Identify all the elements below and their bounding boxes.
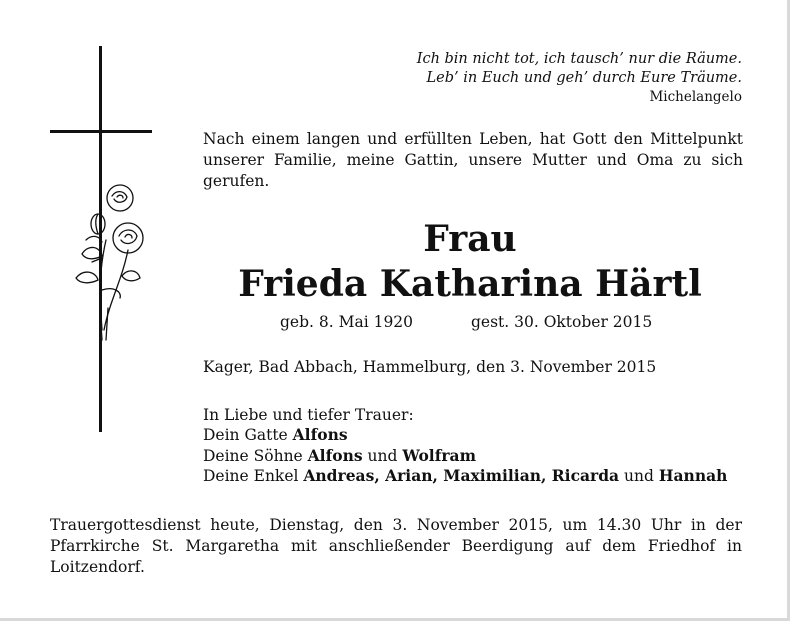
spouse-prefix: Dein Gatte [203, 426, 293, 445]
grandchildren-prefix: Deine Enkel [203, 466, 304, 485]
salutation: Frau [423, 218, 517, 260]
sons-and: und [362, 446, 403, 465]
mourner-spouse [203, 425, 727, 445]
quote-author: Michelangelo [649, 89, 742, 105]
grandchildren-names: Andreas, Arian, Maximilian, Ricarda [303, 465, 620, 485]
service-notice: Trauergottesdienst heute, Dienstag, den 3. November 2015, um 14.30 Uhr in der Pfarrkirche St. Margaretha mit anschließender Beerdigung auf dem Friedhof in Loitzendorf. [50, 516, 742, 576]
death-date: gest. 30. Oktober 2015 [471, 313, 653, 331]
mourners-list [203, 405, 727, 486]
birth-date: geb. 8. Mai 1920 [280, 313, 414, 331]
spouse-name: Alfons [292, 425, 348, 445]
sons-prefix: Deine Söhne [203, 446, 308, 465]
mourners-heading: In Liebe und tiefer Trauer: [203, 406, 414, 424]
quote-line-2: Leb’ in Euch und geh’ durch Eure Träume. [426, 70, 742, 86]
intro-text: Nach einem langen und erfüllten Leben, hat Gott den Mittelpunkt unserer Familie, meine Gattin, unsere Mutter und Oma zu sich gerufen. [203, 130, 743, 190]
place-and-date: Kager, Bad Abbach, Hammelburg, den 3. November 2015 [203, 358, 657, 376]
son-1: Alfons [307, 445, 363, 465]
roses-icon [62, 180, 152, 350]
deceased-name: Frieda Katharina Härtl [238, 263, 702, 305]
mourner-sons [203, 446, 727, 466]
grandchild-last: Hannah [658, 465, 728, 485]
cross-horizontal-bar [50, 130, 152, 133]
epigraph [417, 50, 742, 107]
quote-line-1: Ich bin nicht tot, ich tausch’ nur die Räume. [416, 51, 742, 67]
grandchildren-and: und [619, 466, 659, 485]
son-2: Wolfram [402, 445, 476, 465]
mourner-grandchildren [203, 466, 727, 486]
